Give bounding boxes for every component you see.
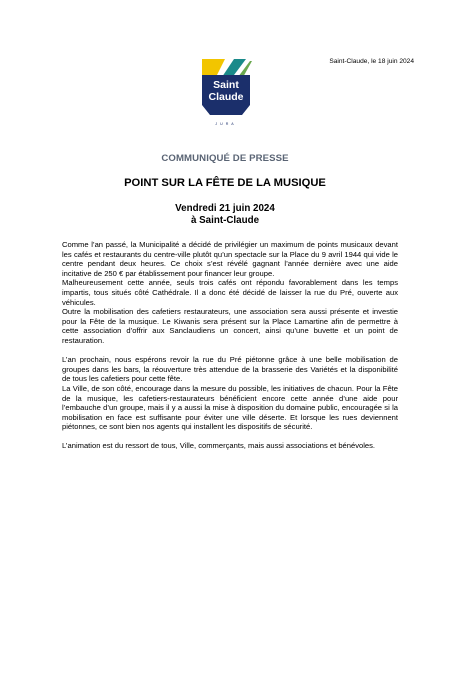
date-line: Saint-Claude, le 18 juin 2024 — [329, 58, 414, 65]
paragraph: L’animation est du ressort de tous, Ville, commerçants, mais aussi associations et bénévoles. — [62, 441, 376, 451]
press-release-kicker: COMMUNIQUÉ DE PRESSE — [161, 153, 289, 164]
paragraph: Outre la mobilisation des cafetiers restaurateurs, une association sera aussi présente et investie pour la Fête de la musique. Le Kiwanis sera présent sur la Place Lamartine afin de permettre à cette association d’offrir aux Sanclaudiens un concert, ainsi qu’une buvette et un point de restauration. — [62, 307, 398, 345]
paragraph: Malheureusement cette année, seuls trois cafés ont répondu favorablement dans les temps impartis, tous situés côté Cathédrale. Il a donc été décidé de laisser la rue du Pré, ouverte aux véhicules. — [62, 278, 398, 307]
logo-text-claude: Claude — [208, 91, 244, 103]
logo-tagline: JURA — [215, 122, 237, 126]
page-title: POINT SUR LA FÊTE DE LA MUSIQUE — [124, 177, 326, 189]
event-date-heading — [0, 203, 450, 227]
logo-yellow-shape — [202, 59, 225, 77]
event-location: à Saint-Claude — [190, 215, 260, 226]
paragraph: L’an prochain, nous espérons revoir la rue du Pré piétonne grâce à une belle mobilisation de groupes dans les bars, la réouverture très attendue de la brasserie des Variétés et la disponibilité de tous les cafetiers pour cette fête. — [62, 355, 398, 384]
paragraph: La Ville, de son côté, encourage dans la mesure du possible, les initiatives de chacun. Pour la Fête de la musique, les cafetiers-restaurateurs bénéficient encore cette année d’une aide pour l’embauche d’un groupe, mais il y a aussi la mise à disposition du domaine public, encouragée si la mobilisation en face est suffisante pour éviter une ville déserte. Et lorsque les rues deviennent piétonnes, ce sont bien nos agents qui installent les dispositifs de sécurité. — [62, 383, 398, 432]
logo-text-saint: Saint — [213, 79, 239, 91]
paragraph: Comme l’an passé, la Municipalité a décidé de privilégier un maximum de points musicaux devant les cafés et restaurants du centre-ville plutôt qu’un spectacle sur la Place du 9 avril 1944 qui vide le centre pendant deux heures. Ce choix s’est révélé gagnant l’année dernière avec une aide incitative de 250 € par établissement pour financer leur groupe. — [62, 240, 398, 278]
saint-claude-logo — [198, 57, 256, 129]
body-text — [62, 240, 398, 451]
logo-navy-point — [202, 105, 250, 115]
event-date: Vendredi 21 juin 2024 — [175, 203, 275, 214]
